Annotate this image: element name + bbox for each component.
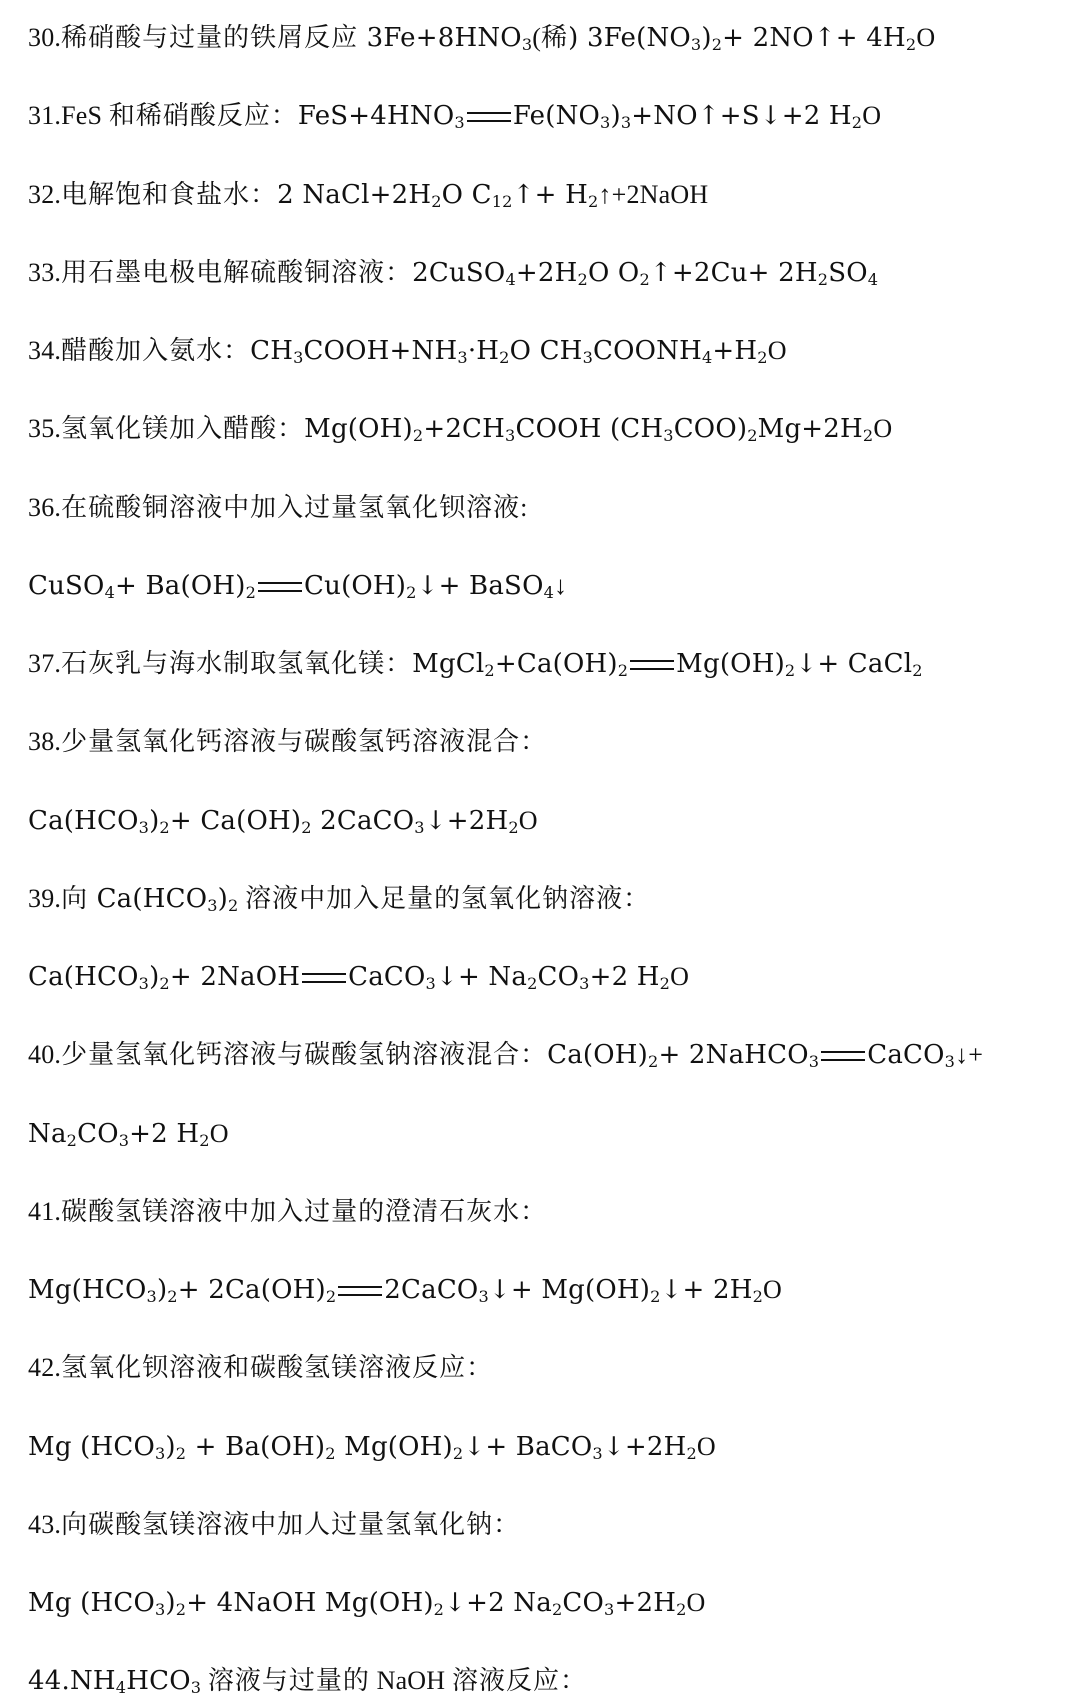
reaction-41-equation: $Mg(HCO_3)_2+ 2Ca(OH)_2$ 2CaCO$_3$↓+ $Mg(OH)_2↓+ 2H_2O$ <box>28 1275 783 1307</box>
reaction-36-equation: CuSO$_4$+ $Ba(OH)_2$ $Cu(OH)_2↓+$ BaSO$_4$↓ <box>28 571 568 603</box>
double-line-sign <box>302 973 346 983</box>
reaction-39-equation: $Ca(HCO_3)_2+$ 2NaOH CaCO$_3$↓+ $Na_2CO_3+2$ $H_2O$ <box>28 962 690 994</box>
double-line-sign <box>630 660 674 670</box>
reaction-42-heading: 42.氢氧化钡溶液和碳酸氢镁溶液反应： <box>28 1353 494 1383</box>
double-line-sign <box>338 1286 382 1296</box>
reaction-35: 35.氢氧化镁加入醋酸：$Mg(OH)_2+2CH_3COOH$ $(CH_3COO)_2Mg+2H_2O$ <box>28 414 893 446</box>
double-line-sign <box>258 582 302 592</box>
double-line-sign <box>821 1051 865 1061</box>
reaction-34: 34.醋酸加入氨水：$CH_3COOH+NH_3\cdot H_2O$ $CH_3COONH_4+H_2O$ <box>28 336 787 368</box>
reaction-38-equation: $Ca(HCO_3)_2+ Ca(OH)_2$ $2CaCO_3↓+2H_2O$ <box>28 806 538 838</box>
reaction-41-heading: 41.碳酸氢镁溶液中加入过量的澄清石灰水： <box>28 1197 548 1227</box>
double-line-sign <box>467 112 511 122</box>
reaction-33: 33.用石墨电极电解硫酸铜溶液：$2CuSO_4+2H_2O$ $O_2↑+2Cu+ 2H_2SO_4$ <box>28 258 879 290</box>
reaction-40-equation: $Na_2CO_3+2$ $H_2O$ <box>28 1119 229 1151</box>
reaction-40-heading: 40.少量氢氧化钙溶液与碳酸氢钠溶液混合：$Ca(OH)_2+$ 2NaHCO$_3$ CaCO$_3$↓+ <box>28 1040 984 1072</box>
reaction-44-heading: $44.NH_4HCO_3$ 溶液与过量的 NaOH 溶液反应： <box>28 1666 587 1698</box>
reaction-38-heading: 38.少量氢氧化钙溶液与碳酸氢钙溶液混合： <box>28 727 548 757</box>
reaction-39-heading: 39.向 $Ca(HCO_3)_2$ 溶液中加入足量的氢氧化钠溶液： <box>28 884 651 916</box>
reaction-36-heading: 36.在硫酸铜溶液中加入过量氢氧化钡溶液: <box>28 493 528 523</box>
reaction-30: 30.稀硝酸与过量的铁屑反应 $3Fe+8HNO_3$(稀) $3Fe(NO_3)_2+$ 2NO↑+ $4H_2O$ <box>28 23 936 55</box>
reaction-37: 37.石灰乳与海水制取氢氧化镁：$MgCl_2+Ca(OH)_2$ $Mg(OH)_2↓+$ CaCl$_2$ <box>28 649 923 681</box>
reaction-31: 31.FeS 和稀硝酸反应：$FeS+4HNO_3$ $Fe(NO_3)_3+NO↑+S↓+2$ $H_2O$ <box>28 101 882 133</box>
reaction-42-equation: Mg $(HCO_3)_2 + Ba(OH)_2$ $Mg(OH)_2↓+$ $BaCO_3↓+2H_2O$ <box>28 1432 716 1464</box>
reaction-32: 32.电解饱和食盐水：2 $NaCl+2H_2O$ $C_{12}↑+$ $H_2↑+2NaOH$ <box>28 180 709 212</box>
reaction-43-heading: 43.向碳酸氢镁溶液中加人过量氢氧化钠： <box>28 1510 521 1540</box>
reaction-43-equation: Mg $(HCO_3)_2+$ 4NaOH $Mg(OH)_2↓+2$ $Na_2CO_3+2H_2O$ <box>28 1588 706 1620</box>
